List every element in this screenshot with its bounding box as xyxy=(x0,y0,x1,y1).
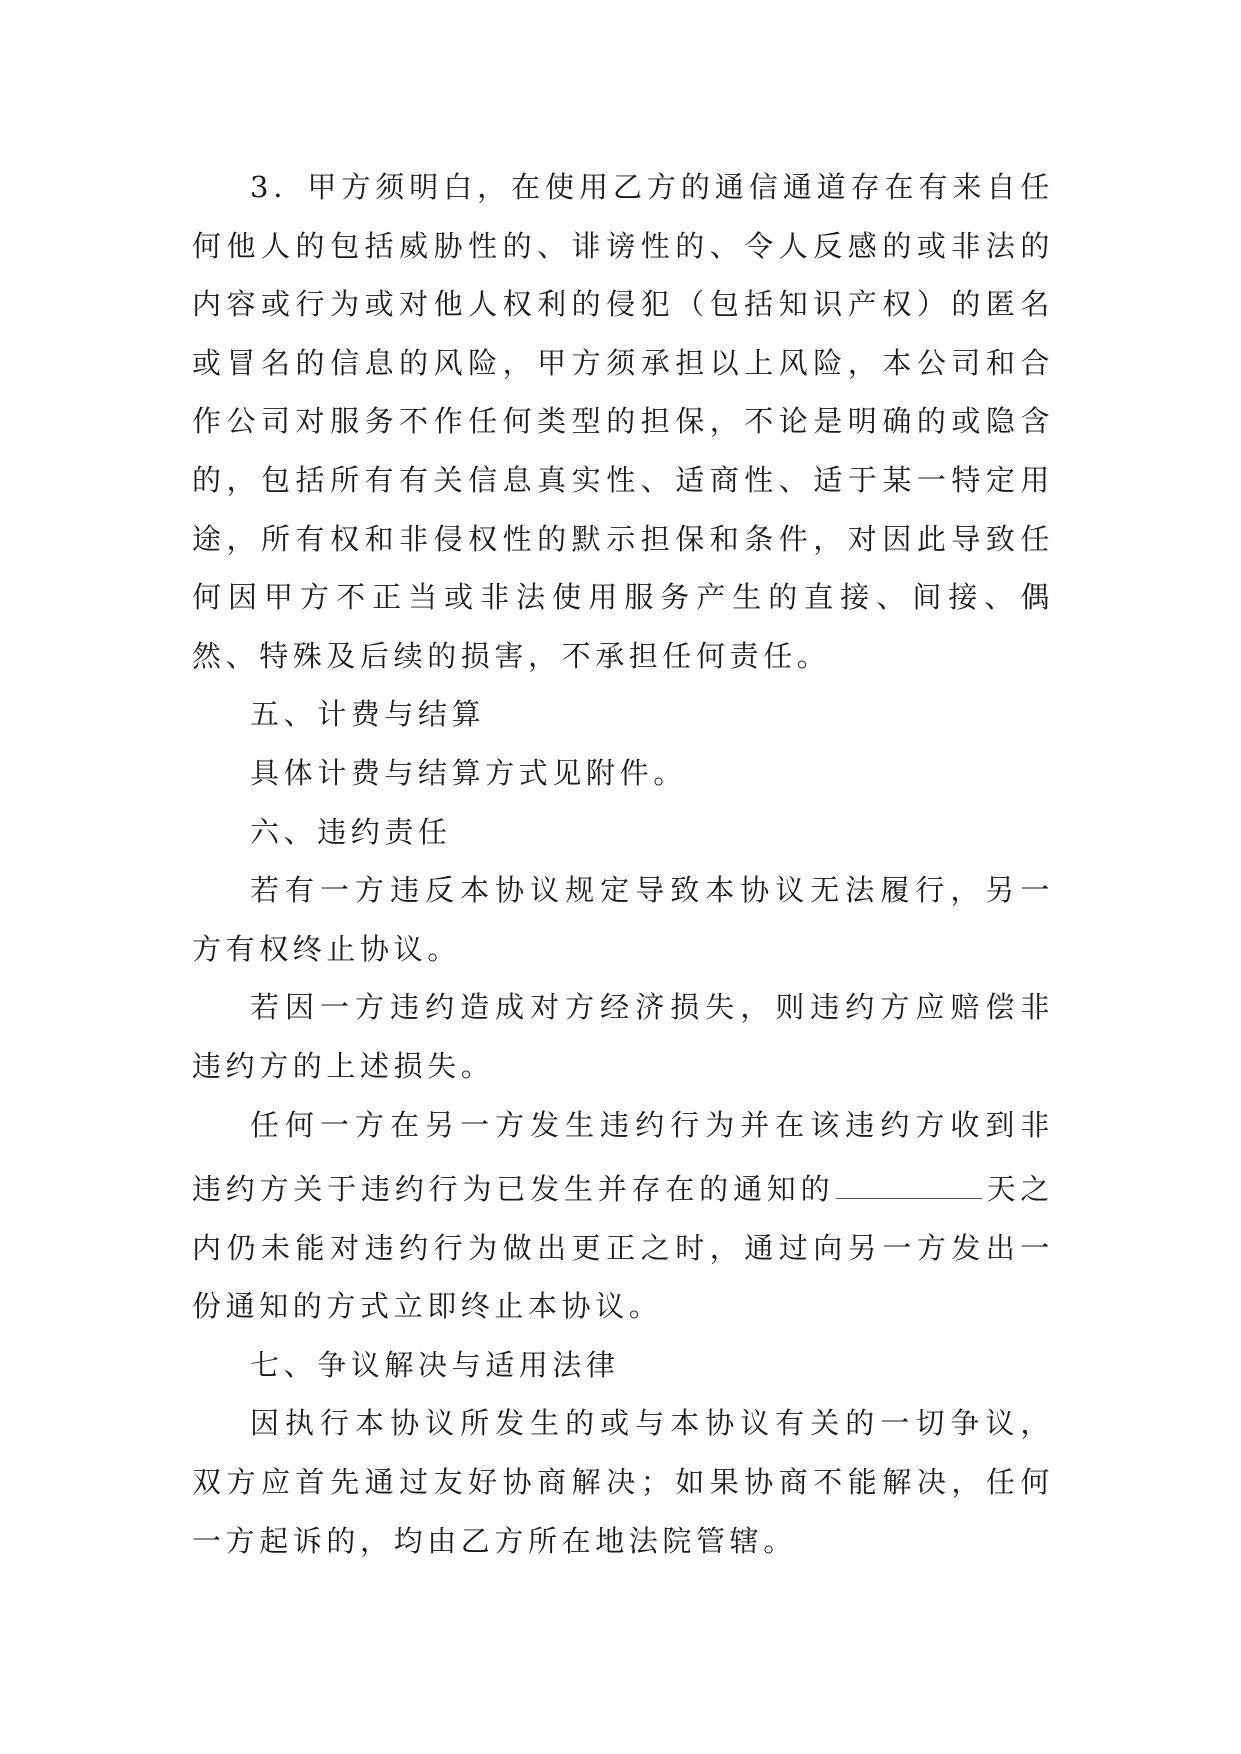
document-page xyxy=(192,158,1054,1570)
section-5-body: 具体计费与结算方式见附件。 xyxy=(250,755,687,790)
section-6-heading: 六、违约责任 xyxy=(250,814,452,849)
days-blank-field[interactable] xyxy=(836,1154,982,1199)
section-6-paragraph-2: 若因一方违约造成对方经济损失，则违约方应赔偿非违约方的上述损失。 xyxy=(192,990,1054,1083)
section-5-heading: 五、计费与结算 xyxy=(250,697,486,732)
section-7-body: 因执行本协议所发生的或与本协议有关的一切争议，双方应首先通过友好协商解决；如果协商不能解决，任何一方起诉的，均由乙方所在地法院管辖。 xyxy=(192,1406,1054,1558)
clause-3-paragraph: 3．甲方须明白，在使用乙方的通信通道存在有来自任何他人的包括威胁性的、诽谤性的、令人反感的或非法的内容或行为或对他人权利的侵犯（包括知识产权）的匿名或冒名的信息的风险，甲方须承担以上风险，本公司和合作公司对服务不作任何类型的担保，不论是明确的或隐含的，包括所有有关信息真实性、适商性、适于某一特定用途，所有权和非侵权性的默示担保和条件，对因此导致任何因甲方不正当或非法使用服务产生的直接、间接、偶然、特殊及后续的损害，不承担任何责任。 xyxy=(192,170,1054,673)
section-6-paragraph-3-before: 任何一方在另一方发生违约行为并在该违约方收到非违约方关于违约行为已发生并存在的通知的 xyxy=(192,1107,1054,1207)
section-7-heading: 七、争议解决与适用法律 xyxy=(250,1347,620,1382)
section-6-paragraph-3-after: 天之内仍未能对违约行为做出更正之时，通过向另一方发出一份通知的方式立即终止本协议。 xyxy=(192,1172,1054,1324)
section-6-paragraph-3 xyxy=(192,1096,1054,1336)
section-6-paragraph-1: 若有一方违反本协议规定导致本协议无法履行，另一方有权终止协议。 xyxy=(192,873,1054,966)
